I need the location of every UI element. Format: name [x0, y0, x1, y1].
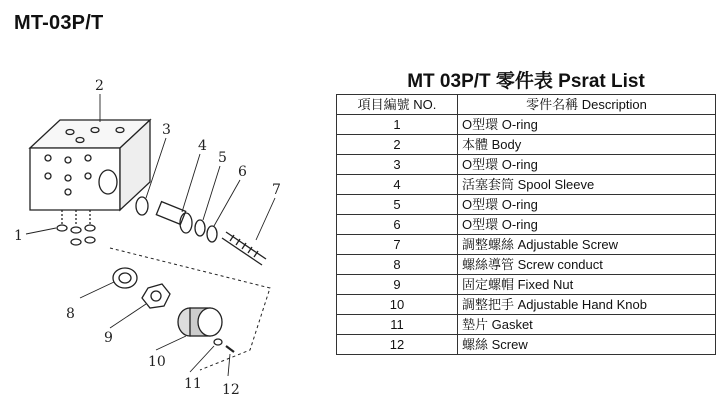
part-number: 7 — [337, 235, 458, 255]
callout-9: 9 — [104, 330, 113, 346]
part-number: 2 — [337, 135, 458, 155]
column-header-number: 項目編號 NO. — [337, 95, 458, 115]
small-screw-drawing — [226, 346, 234, 352]
callout-1: 1 — [14, 228, 23, 244]
parts-list-table — [336, 94, 716, 355]
part-number: 4 — [337, 175, 458, 195]
table-header-row — [337, 95, 716, 115]
part-description: 調整螺絲 Adjustable Screw — [458, 235, 716, 255]
table-row — [337, 275, 716, 295]
exploded-parts-diagram — [0, 60, 330, 420]
table-row — [337, 115, 716, 135]
gasket-drawing — [214, 339, 222, 345]
screw-conduct-drawing — [113, 268, 137, 288]
part-number: 9 — [337, 275, 458, 295]
table-row — [337, 335, 716, 355]
table-row — [337, 215, 716, 235]
adjustable-screw-drawing — [222, 232, 266, 265]
part-description: 螺絲導管 Screw conduct — [458, 255, 716, 275]
callout-3: 3 — [162, 122, 171, 138]
callout-8: 8 — [66, 306, 75, 322]
parts-list-title: MT 03P/T 零件表 Psrat List — [407, 71, 645, 92]
part-description: 螺絲 Screw — [458, 335, 716, 355]
callout-2: 2 — [95, 78, 104, 94]
callout-7: 7 — [272, 182, 281, 198]
table-row — [337, 135, 716, 155]
table-row — [337, 235, 716, 255]
valve-body-drawing — [30, 120, 150, 210]
part-description: 活塞套筒 Spool Sleeve — [458, 175, 716, 195]
part-number: 6 — [337, 215, 458, 235]
part-description: 本體 Body — [458, 135, 716, 155]
part-number: 5 — [337, 195, 458, 215]
table-row — [337, 255, 716, 275]
part-number: 3 — [337, 155, 458, 175]
part-number: 8 — [337, 255, 458, 275]
part-description: O型環 O-ring — [458, 195, 716, 215]
table-row — [337, 175, 716, 195]
callout-5: 5 — [218, 150, 227, 166]
part-description: O型環 O-ring — [458, 215, 716, 235]
callout-11: 11 — [184, 376, 202, 392]
callout-6: 6 — [238, 164, 247, 180]
callout-10: 10 — [148, 354, 166, 370]
part-number: 1 — [337, 115, 458, 135]
part-description: 調整把手 Adjustable Hand Knob — [458, 295, 716, 315]
part-number: 10 — [337, 295, 458, 315]
oring-6-drawing — [207, 226, 217, 242]
bottom-orings-drawing — [57, 210, 95, 245]
part-description: O型環 O-ring — [458, 115, 716, 135]
table-row — [337, 155, 716, 175]
hand-knob-drawing — [178, 308, 222, 336]
table-row — [337, 295, 716, 315]
part-description: 墊片 Gasket — [458, 315, 716, 335]
spool-sleeve-drawing — [156, 202, 192, 233]
table-row — [337, 315, 716, 335]
callout-12: 12 — [222, 382, 240, 398]
oring-3-drawing — [136, 197, 148, 215]
table-row — [337, 195, 716, 215]
part-description: 固定螺帽 Fixed Nut — [458, 275, 716, 295]
callout-4: 4 — [198, 138, 207, 154]
model-code-title: MT-03P/T — [14, 12, 104, 34]
part-description: O型環 O-ring — [458, 155, 716, 175]
part-number: 11 — [337, 315, 458, 335]
oring-5-drawing — [195, 220, 205, 236]
part-number: 12 — [337, 335, 458, 355]
column-header-description: 零件名稱 Description — [458, 95, 716, 115]
